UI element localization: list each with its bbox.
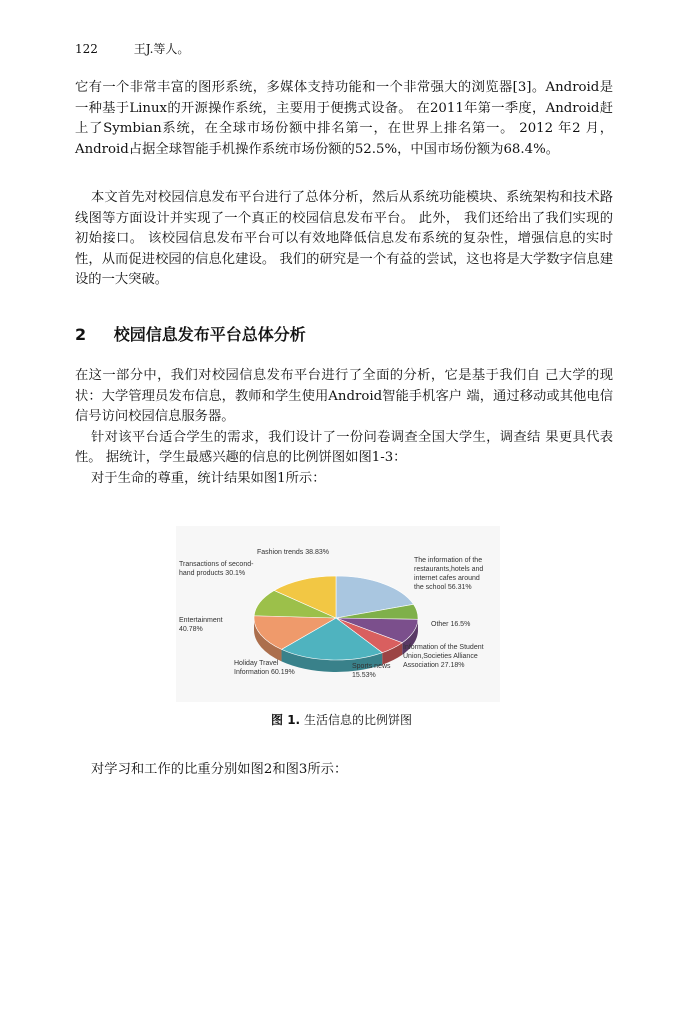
paragraph-text: 对学习和工作的比重分别如图2和图3所示： [91,762,348,777]
pie-slice-label: Fashion trends 38.83% [257,549,329,556]
paragraph-survey: 针对该平台适合学生的需求，我们设计了一份问卷调查全国大学生，调查结 果更具代表性。 据统计，学生最感兴趣的信息的比例饼图如图1-3： [75,429,613,465]
paragraph-paper-overview [75,188,613,291]
figure-label: 图 1. [271,713,301,727]
author-line: 王J.等人。 [133,42,190,56]
section-number: 2 [75,325,87,344]
running-header [75,40,189,57]
paragraph-next-figures [75,760,613,781]
pie-slice-label: Holiday Travel Information 60.19% [234,660,295,676]
paragraph-text: 它有一个非常丰富的图形系统，多媒体支持功能和一个非常强大的浏览器[3]。Android是一种基于Linux的开源操作系统，主要用于便携式设备。 在2011年第一季度，Android赶上了Symbian系统，在全球市场份额中排名第一，在世界上排名第一。 2012 年2 月，Android占据全球智能手机操作系统市场份额的52.5%，中国市场份额为68.4%。 [75,80,613,157]
page-number: 122 [75,42,98,56]
paragraph-analysis: 在这一部分中，我们对校园信息发布平台进行了全面的分析，它是基于我们自 己大学的现状：大学管理员发布信息，教师和学生使用Android智能手机客户 端，通过移动或其他电信信号访问校园信息服务器。 [75,368,613,424]
section-title: 校园信息发布平台总体分析 [113,325,306,344]
pie-slice-label: Transactions of second-hand products 30.1% [179,561,254,577]
figure-caption-text: 生活信息的比例饼图 [303,713,412,727]
pie-slice-label: Other 16.5% [431,621,471,628]
pie-chart [176,526,500,702]
pie-slice-label: The information of the restaurants,hotels and internet cafes around the school 56.31% [414,557,484,591]
pie-slice-label: Entertainment 40.78% [179,617,223,633]
paragraph-figure-ref: 对于生命的尊重，统计结果如图1所示： [91,470,326,486]
paragraph-android-intro [75,78,613,160]
pie-slice-label: Sports news 15.53% [352,663,391,679]
figure-caption [0,711,683,728]
paragraph-text: 本文首先对校园信息发布平台进行了总体分析，然后从系统功能模块、系统架构和技术路线图等方面设计并实现了一个真正的校园信息发布平台。 此外， 我们还给出了我们实现的初始接口。 该校园信息发布平台可以有效地降低信息发布系统的复杂性，增强信息的实时性，从而促进校园的信息化建设。 我们的研究是一个有益的尝试，这也将是大学数字信息建设的一大突破。 [75,190,613,287]
section-body [75,366,613,489]
section-heading [75,322,306,345]
pie-chart-figure [176,526,500,702]
pie-slice-label: Information of the Student Union,Societies Alliance Association 27.18% [403,644,484,669]
